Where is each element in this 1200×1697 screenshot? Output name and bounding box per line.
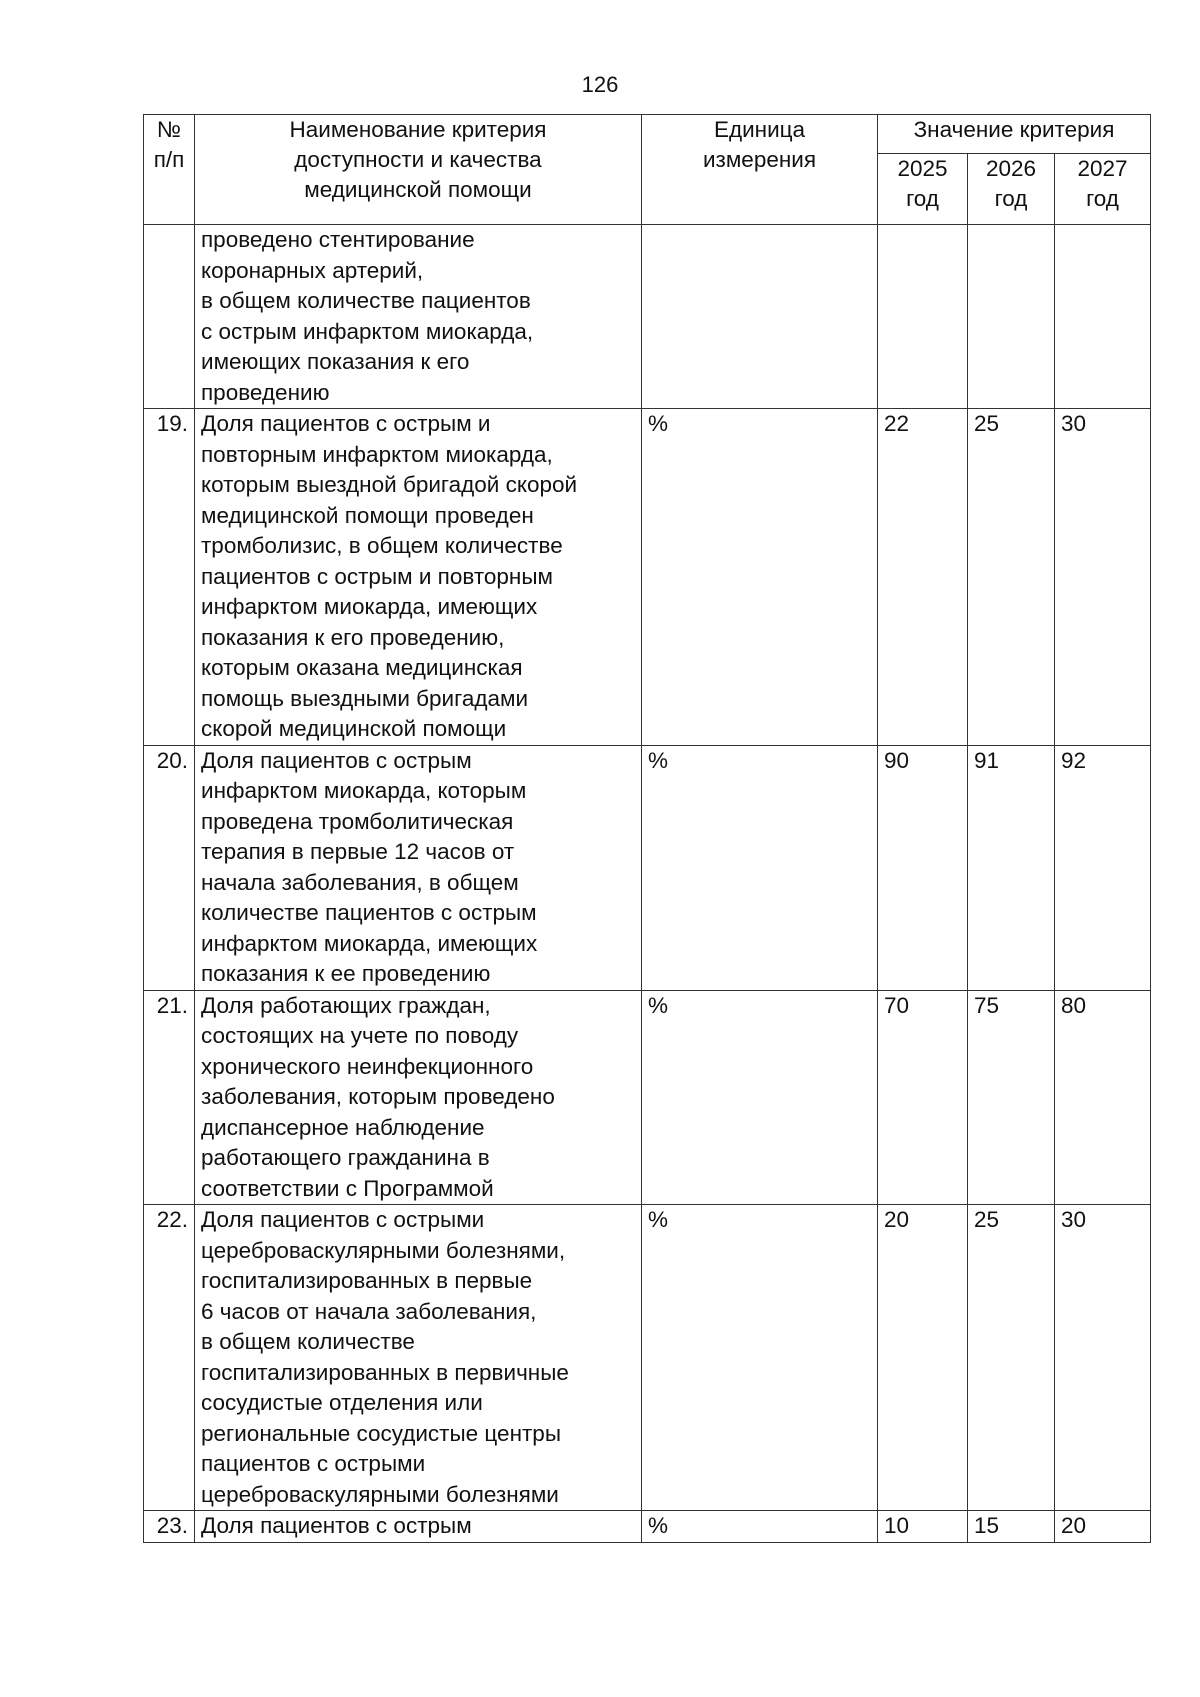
criterion-name-line: диспансерное наблюдение [201,1114,485,1140]
criterion-name-line: начала заболевания, в общем [201,869,519,895]
value-2025: 22 [878,409,968,746]
value-2025: 90 [878,745,968,990]
criterion-name [195,990,642,1205]
row-number: 23. [144,1511,195,1543]
table-body [144,225,1151,1543]
criterion-name-line: имеющих показания к его [201,349,470,374]
criterion-name-line: инфарктом миокарда, которым [201,778,527,803]
criterion-name [195,745,642,990]
unit-of-measure: % [642,745,878,990]
criterion-name-line: в общем количестве пациентов [201,288,531,313]
row-number: 19. [144,409,195,746]
criterion-name-line: показания к его проведению, [201,624,505,650]
criterion-name-line: в общем количестве [201,1329,415,1354]
criterion-name-line: которым оказана медицинская [201,655,523,680]
header-number: № п/п [144,115,195,225]
criterion-name-line: заболевания, которым проведено [201,1084,555,1109]
table-row [144,1511,1151,1543]
header-year-2025: 2025 год [878,154,968,225]
unit-of-measure: % [642,1511,878,1543]
page-number: 126 [581,72,619,97]
table-row [144,225,1151,409]
criterion-name-line: цереброваскулярными болезнями, [201,1237,566,1263]
criterion-name-line: 6 часов от начала заболевания, [201,1298,537,1324]
criterion-name-line: инфарктом миокарда, имеющих [201,594,538,619]
row-number: 22. [144,1205,195,1511]
value-2026: 75 [968,990,1055,1205]
criterion-name-line: Доля пациентов с острым и [201,411,491,436]
table-row [144,1205,1151,1511]
criterion-name-line: скорой медицинской помощи [201,716,507,741]
value-2026: 25 [968,1205,1055,1511]
value-2027 [1055,225,1151,409]
value-2026: 15 [968,1511,1055,1543]
criterion-name-line: медицинской помощи проведен [201,502,534,528]
criterion-name-line: коронарных артерий, [201,257,424,283]
unit-of-measure: % [642,409,878,746]
criterion-name-line: инфарктом миокарда, имеющих [201,930,538,956]
criterion-name-line: состоящих на учете по поводу [201,1023,519,1048]
value-2025 [878,225,968,409]
criterion-name-line: соответствии с Программой [201,1175,494,1201]
criterion-name-line: повторным инфарктом миокарда, [201,441,553,467]
value-2026 [968,225,1055,409]
criterion-name-line: с острым инфарктом миокарда, [201,318,534,344]
header-unit: Единица измерения [642,115,878,225]
criterion-name [195,225,642,409]
value-2027: 80 [1055,990,1151,1205]
criterion-name-line: показания к ее проведению [201,961,491,986]
criterion-name-line: цереброваскулярными болезнями [201,1481,559,1507]
table-row [144,745,1151,990]
criterion-name-line: сосудистые отделения или [201,1390,483,1415]
row-number: 21. [144,990,195,1205]
unit-of-measure [642,225,878,409]
unit-of-measure: % [642,1205,878,1511]
value-2025: 10 [878,1511,968,1543]
value-2027: 30 [1055,1205,1151,1511]
criterion-name-line: помощь выездными бригадами [201,685,529,711]
criterion-name-line: Доля пациентов с острым [201,747,472,773]
row-number [144,225,195,409]
header-year-2027: 2027 год [1055,154,1151,225]
criterion-name-line: региональные сосудистые центры [201,1420,561,1446]
value-2025: 20 [878,1205,968,1511]
value-2027: 20 [1055,1511,1151,1543]
criterion-name-line: госпитализированных в первые [201,1268,533,1293]
value-2027: 92 [1055,745,1151,990]
criteria-table [143,114,1151,1543]
row-number: 20. [144,745,195,990]
criterion-name-line: пациентов с острым и повторным [201,563,553,589]
criterion-name-line: Доля пациентов с острыми [201,1207,485,1232]
criterion-name-line: пациентов с острыми [201,1451,426,1476]
criterion-name-line: количестве пациентов с острым [201,900,537,925]
value-2025: 70 [878,990,968,1205]
table-row [144,409,1151,746]
header-criterion-name: Наименование критерия доступности и качества медицинской помощи [195,115,642,225]
criterion-name-line: госпитализированных в первичные [201,1359,569,1385]
criterion-name-line: Доля работающих граждан, [201,992,491,1018]
criterion-name-line: которым выездной бригадой скорой [201,472,578,497]
header-year-2026: 2026 год [968,154,1055,225]
criterion-name-line: работающего гражданина в [201,1145,490,1170]
criterion-name-line: хронического неинфекционного [201,1053,534,1079]
criterion-name [195,1511,642,1543]
criterion-name-line: проведению [201,379,330,405]
criterion-name [195,409,642,746]
criterion-name [195,1205,642,1511]
criterion-name-line: терапия в первые 12 часов от [201,839,515,864]
table-row [144,990,1151,1205]
unit-of-measure: % [642,990,878,1205]
criterion-name-line: Доля пациентов с острым [201,1513,472,1538]
value-2026: 91 [968,745,1055,990]
header-criterion-value: Значение критерия [878,115,1151,154]
value-2026: 25 [968,409,1055,746]
table-header [144,115,1151,225]
criterion-name-line: проведено стентирование [201,227,475,252]
criterion-name-line: проведена тромболитическая [201,808,514,834]
criterion-name-line: тромболизис, в общем количестве [201,533,563,558]
value-2027: 30 [1055,409,1151,746]
